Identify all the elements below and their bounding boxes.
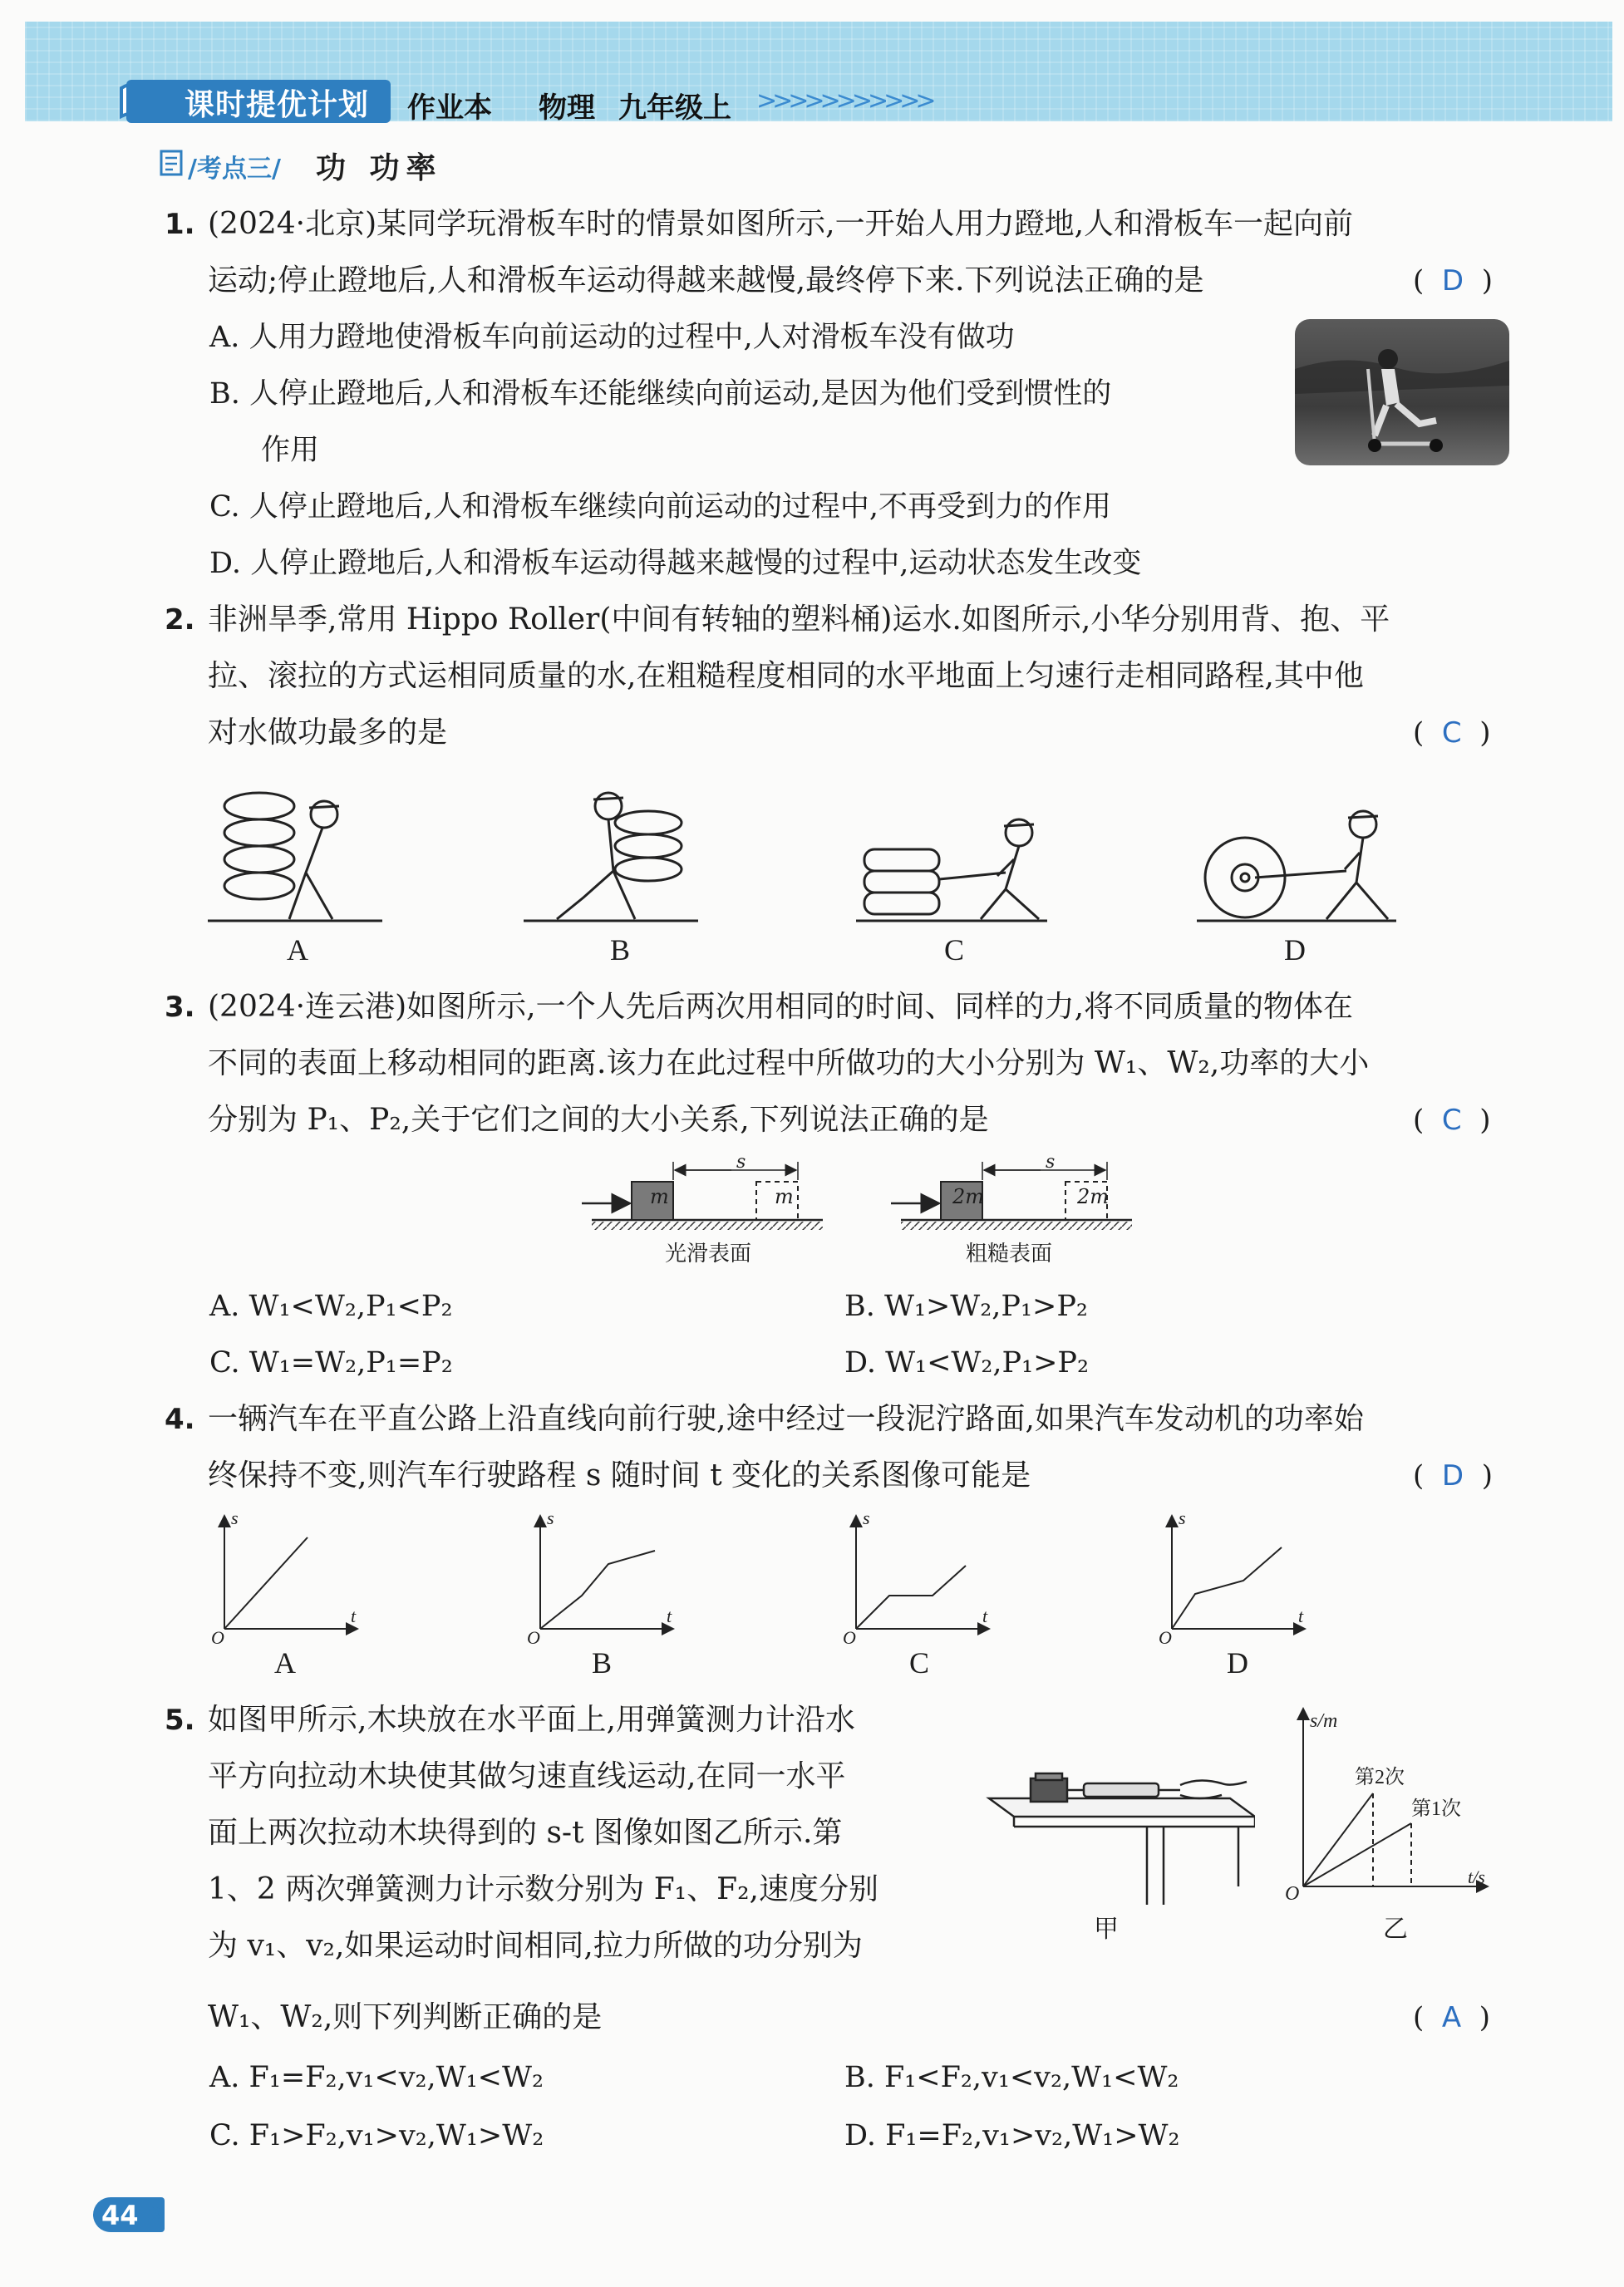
q5-figure-yi bbox=[1272, 1700, 1521, 1908]
section-tag: /考点三/ bbox=[188, 155, 281, 184]
q4-b-axis-x: t bbox=[667, 1606, 672, 1626]
q4-line2: 终保持不变,则汽车行驶路程 s 随时间 t 变化的关系图像可能是 bbox=[208, 1458, 1031, 1493]
grade: 九年级上 bbox=[618, 91, 731, 125]
q5-line1: 如图甲所示,木块放在水平面上,用弹簧测力计沿水 bbox=[208, 1703, 855, 1737]
q4-graph-b bbox=[540, 1516, 673, 1629]
q5-graph-x-label: t/s bbox=[1468, 1866, 1485, 1887]
header-chevrons: >>>>>>>>>>> bbox=[756, 86, 932, 116]
q5-line6: W₁、W₂,则下列判断正确的是 bbox=[208, 2000, 603, 2034]
q1-option-b: B. 人停止蹬地后,人和滑板车还能继续向前运动,是因为他们受到惯性的 bbox=[209, 377, 1112, 411]
q4-graph-a bbox=[224, 1516, 357, 1629]
q1-answer-bracket: ( D ) bbox=[1413, 264, 1493, 298]
q3-dist-right: s bbox=[1046, 1152, 1056, 1173]
q1-option-a: A. 人用力蹬地使滑板车向前运动的过程中,人对滑板车没有做功 bbox=[209, 321, 1015, 354]
q3-option-b: B. W₁>W₂,P₁>P₂ bbox=[844, 1290, 1088, 1323]
q5-line5: 为 v₁、v₂,如果运动时间相同,拉力所做的功分别为 bbox=[208, 1929, 863, 1963]
q4-graphs bbox=[208, 1504, 1371, 1654]
q4-answer: D bbox=[1441, 1459, 1464, 1493]
q4-d-axis-y: s bbox=[1179, 1507, 1186, 1528]
q4-a-axis-x: t bbox=[351, 1606, 357, 1626]
q3-option-c: C. W₁=W₂,P₁=P₂ bbox=[209, 1346, 453, 1380]
q5-number: 5. bbox=[165, 1704, 195, 1737]
q1-answer: D bbox=[1441, 264, 1464, 298]
q2-label-d: D bbox=[1284, 933, 1306, 966]
q5-answer: A bbox=[1441, 2001, 1462, 2034]
q2-figure-b bbox=[524, 793, 698, 921]
q4-label-c: C bbox=[909, 1646, 930, 1680]
q4-c-axis-y: s bbox=[863, 1507, 870, 1528]
q4-c-axis-x: t bbox=[982, 1606, 988, 1626]
q4-d-origin: O bbox=[1159, 1627, 1172, 1648]
q4-graph-c bbox=[856, 1516, 989, 1629]
q3-mass-left: m bbox=[650, 1185, 669, 1208]
q5-series-1-label: 第1次 bbox=[1411, 1798, 1461, 1820]
q3-option-a: A. W₁<W₂,P₁<P₂ bbox=[209, 1290, 453, 1323]
q5-graph-y-label: s/m bbox=[1310, 1710, 1338, 1732]
q3-option-d: D. W₁<W₂,P₁>P₂ bbox=[844, 1346, 1090, 1380]
q3-number: 3. bbox=[165, 991, 195, 1024]
q2-label-b: B bbox=[610, 933, 631, 966]
q2-answer-bracket: ( C ) bbox=[1413, 716, 1491, 750]
q4-answer-bracket: ( D ) bbox=[1413, 1459, 1493, 1493]
q5-series-1-line bbox=[1303, 1823, 1411, 1886]
q5-answer-bracket: ( A ) bbox=[1413, 2001, 1491, 2034]
q5-series-2-label: 第2次 bbox=[1355, 1767, 1405, 1788]
q4-b-origin: O bbox=[527, 1627, 540, 1648]
q3-line2: 不同的表面上移动相同的距离.该力在此过程中所做功的大小分别为 W₁、W₂,功率的大小 bbox=[208, 1046, 1370, 1080]
q4-line1: 一辆汽车在平直公路上沿直线向前行驶,途中经过一段泥泞路面,如果汽车发动机的功率始 bbox=[208, 1402, 1364, 1436]
q2-figure-c bbox=[856, 819, 1047, 921]
q1-option-c: C. 人停止蹬地后,人和滑板车继续向前运动的过程中,不再受到力的作用 bbox=[209, 490, 1112, 524]
q3-caption-rough: 粗糙表面 bbox=[966, 1242, 1053, 1266]
q5-option-c: C. F₁>F₂,v₁>v₂,W₁>W₂ bbox=[209, 2119, 544, 2152]
scooter-photo bbox=[1295, 319, 1509, 465]
q2-number: 2. bbox=[165, 603, 195, 637]
q5-label-jia: 甲 bbox=[1094, 1915, 1119, 1944]
q2-label-c: C bbox=[944, 933, 965, 966]
subject: 物理 bbox=[539, 91, 595, 125]
page-chevron-icon: ›› bbox=[150, 2196, 160, 2229]
q2-figure bbox=[199, 773, 1471, 939]
q2-line1: 非洲旱季,常用 Hippo Roller(中间有转轴的塑料桶)运水.如图所示,小华分别用背、抱、平 bbox=[208, 602, 1390, 637]
q3-answer-bracket: ( C ) bbox=[1413, 1104, 1491, 1137]
q5-line4: 1、2 两次弹簧测力计示数分别为 F₁、F₂,速度分别 bbox=[208, 1872, 878, 1906]
q5-label-yi: 乙 bbox=[1383, 1915, 1408, 1944]
q5-option-a: A. F₁=F₂,v₁<v₂,W₁<W₂ bbox=[209, 2061, 544, 2094]
q4-a-origin: O bbox=[211, 1627, 224, 1648]
q2-label-a: A bbox=[287, 933, 308, 966]
q5-figure-jia bbox=[981, 1762, 1255, 1911]
q4-graph-d bbox=[1172, 1516, 1305, 1629]
q1-line2: 运动;停止蹬地后,人和滑板车运动得越来越慢,最终停下来.下列说法正确的是 bbox=[208, 263, 1204, 298]
q2-line3: 对水做功最多的是 bbox=[208, 716, 448, 750]
q3-caption-smooth: 光滑表面 bbox=[665, 1242, 752, 1266]
q3-dist-left: s bbox=[736, 1152, 746, 1173]
q2-answer: C bbox=[1441, 716, 1462, 750]
q5-line2: 平方向拉动木块使其做匀速直线运动,在同一水平 bbox=[208, 1759, 846, 1793]
q4-b-axis-y: s bbox=[547, 1507, 554, 1528]
q1-number: 1. bbox=[165, 208, 195, 241]
q2-line2: 拉、滚拉的方式运相同质量的水,在粗糙程度相同的水平地面上匀速行走相同路程,其中他 bbox=[208, 659, 1364, 693]
q4-c-origin: O bbox=[843, 1627, 856, 1648]
book-type: 作业本 bbox=[407, 91, 492, 125]
q1-option-d: D. 人停止蹬地后,人和滑板车运动得越来越慢的过程中,运动状态发生改变 bbox=[209, 547, 1142, 580]
brand-title: 课时提优计划 bbox=[185, 88, 370, 122]
q5-graph-origin: O bbox=[1285, 1883, 1300, 1905]
q5-line3: 面上两次拉动木块得到的 s-t 图像如图乙所示.第 bbox=[208, 1816, 843, 1850]
q3-mass-right: 2m bbox=[952, 1185, 985, 1208]
q4-number: 4. bbox=[165, 1403, 195, 1436]
q3-mass-right-dashed: 2m bbox=[1077, 1185, 1110, 1208]
q4-label-b: B bbox=[592, 1646, 613, 1680]
q4-label-a: A bbox=[274, 1646, 296, 1680]
q5-option-d: D. F₁=F₂,v₁>v₂,W₁>W₂ bbox=[844, 2119, 1180, 2152]
q5-series-2-line bbox=[1303, 1793, 1373, 1886]
q3-line1: (2024·连云港)如图所示,一个人先后两次用相同的时间、同样的力,将不同质量的物体在 bbox=[208, 990, 1354, 1024]
q4-label-d: D bbox=[1227, 1646, 1248, 1680]
q4-d-axis-x: t bbox=[1298, 1606, 1304, 1626]
q3-answer: C bbox=[1441, 1104, 1462, 1137]
page-number: 44 bbox=[101, 2200, 139, 2231]
q2-figure-d bbox=[1197, 811, 1396, 921]
q3-line3: 分别为 P₁、P₂,关于它们之间的大小关系,下列说法正确的是 bbox=[208, 1103, 989, 1137]
q2-figure-a bbox=[208, 793, 382, 921]
q3-mass-left-dashed: m bbox=[775, 1185, 794, 1208]
section-title: 功 功率 bbox=[316, 151, 443, 185]
q1-line1: (2024·北京)某同学玩滑板车时的情景如图所示,一开始人用力蹬地,人和滑板车一起向前 bbox=[208, 207, 1354, 241]
q1-option-b-cont: 作用 bbox=[261, 434, 320, 467]
q4-a-axis-y: s bbox=[231, 1507, 239, 1528]
q5-option-b: B. F₁<F₂,v₁<v₂,W₁<W₂ bbox=[844, 2061, 1179, 2094]
list-icon bbox=[160, 150, 185, 178]
